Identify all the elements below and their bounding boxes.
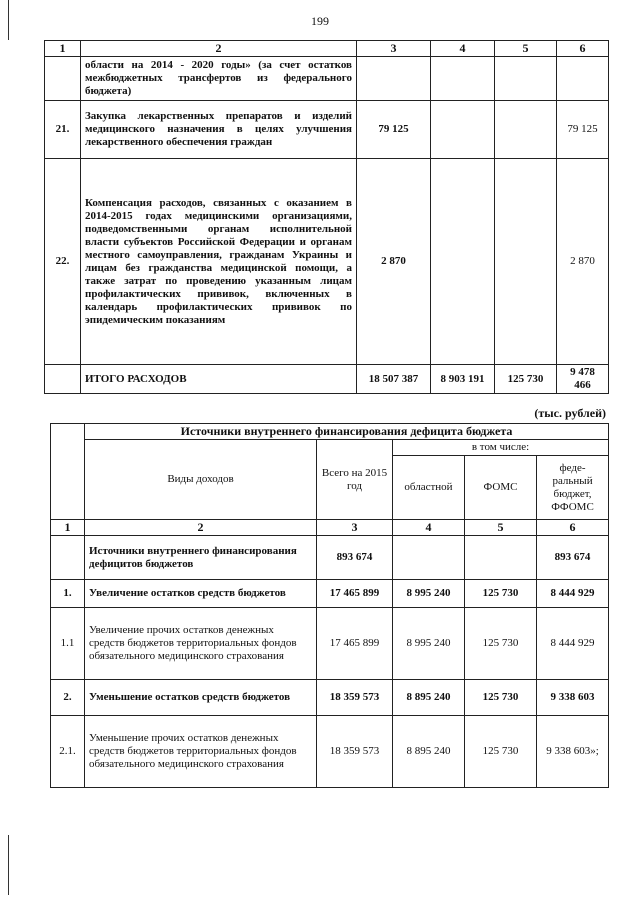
- cell-total: 2 870: [357, 159, 431, 365]
- total-all: 18 507 387: [357, 365, 431, 394]
- row-number: [45, 57, 81, 101]
- cell-total: 17 465 899: [317, 608, 393, 680]
- column-regional-header: областной: [393, 456, 465, 520]
- row-number: 2.1.: [51, 716, 85, 788]
- row-number: 1.: [51, 580, 85, 608]
- cell-foms: 125 730: [465, 580, 537, 608]
- table-row: [45, 57, 609, 101]
- cell-total: 17 465 899: [317, 580, 393, 608]
- cell-foms: [495, 57, 557, 101]
- column-kinds-header: Виды доходов: [85, 440, 317, 520]
- total-label: ИТОГО РАСХОДОВ: [81, 365, 357, 394]
- table-header-row: [45, 41, 609, 57]
- header-cell: 5: [495, 41, 557, 57]
- cell-foms: 125 730: [465, 680, 537, 716]
- cell-total: 893 674: [317, 536, 393, 580]
- header-cell: 1: [45, 41, 81, 57]
- financing-sources-table: [50, 423, 609, 788]
- column-total-header: Всего на 2015 год: [317, 440, 393, 520]
- row-description: Компенсация расходов, связанных с оказанием в 2014-2015 годах медицинскими организациями, подведомственными органам исполнительной власти субъектов Российской Федерации и органам местного самоуправления, гражданам Украины и лицам без гражданства медицинской помощи, а также затрат по проведению указанным лицам профилактических прививок, включенных в календарь профилактических прививок по эпидемическим показаниям: [81, 159, 357, 365]
- row-number: 1.1: [51, 608, 85, 680]
- cell-federal: 9 338 603: [537, 680, 609, 716]
- row-description: Закупка лекарственных препаратов и изделий медицинского назначения в целях улучшения лекарственного обеспечения граждан: [81, 101, 357, 159]
- header-cell: 3: [357, 41, 431, 57]
- column-number: 1: [51, 520, 85, 536]
- including-header: в том числе:: [393, 440, 609, 456]
- cell-regional: 8 995 240: [393, 580, 465, 608]
- cell-regional: 8 895 240: [393, 716, 465, 788]
- cell-total: 18 359 573: [317, 680, 393, 716]
- table-row: [51, 580, 609, 608]
- row-description: Источники внутреннего финансирования дефицитов бюджетов: [85, 536, 317, 580]
- table-row: [45, 159, 609, 365]
- header-row: [51, 440, 609, 456]
- table-row: [45, 101, 609, 159]
- column-federal-header: феде-ральный бюджет, ФФОМС: [537, 456, 609, 520]
- column-number: 6: [537, 520, 609, 536]
- cell-regional: [431, 57, 495, 101]
- total-row: [45, 365, 609, 394]
- row-description: Увеличение прочих остатков денежных средств бюджетов территориальных фондов обязательного медицинского страхования: [85, 608, 317, 680]
- corner-cell: [51, 424, 85, 520]
- header-cell: 4: [431, 41, 495, 57]
- column-number-row: [51, 520, 609, 536]
- cell-federal: [557, 57, 609, 101]
- row-number: 21.: [45, 101, 81, 159]
- total-federal: 9 478 466: [557, 365, 609, 394]
- units-label: (тыс. рублей): [534, 406, 606, 420]
- scan-edge-line: [8, 0, 9, 40]
- column-number: 5: [465, 520, 537, 536]
- cell-total: 18 359 573: [317, 716, 393, 788]
- table-row: [51, 680, 609, 716]
- scan-edge-line: [8, 835, 9, 895]
- column-number: 3: [317, 520, 393, 536]
- expenses-table: [44, 40, 609, 394]
- total-regional: 8 903 191: [431, 365, 495, 394]
- cell-foms: [465, 536, 537, 580]
- cell-total: 79 125: [357, 101, 431, 159]
- cell-regional: [393, 536, 465, 580]
- header-cell: 2: [81, 41, 357, 57]
- total-foms: 125 730: [495, 365, 557, 394]
- table-row: [51, 536, 609, 580]
- total-blank: [45, 365, 81, 394]
- row-description: Уменьшение остатков средств бюджетов: [85, 680, 317, 716]
- column-number: 2: [85, 520, 317, 536]
- column-foms-header: ФОМС: [465, 456, 537, 520]
- cell-regional: [431, 159, 495, 365]
- table-title: Источники внутреннего финансирования дефицита бюджета: [85, 424, 609, 440]
- row-description: области на 2014 - 2020 годы» (за счет остатков межбюджетных трансфертов из федерального бюджета): [81, 57, 357, 101]
- row-description: Уменьшение прочих остатков денежных средств бюджетов территориальных фондов обязательного медицинского страхования: [85, 716, 317, 788]
- cell-federal: 79 125: [557, 101, 609, 159]
- cell-federal: 893 674: [537, 536, 609, 580]
- cell-federal: 8 444 929: [537, 608, 609, 680]
- table-row: [51, 716, 609, 788]
- row-description: Увеличение остатков средств бюджетов: [85, 580, 317, 608]
- cell-foms: 125 730: [465, 608, 537, 680]
- cell-regional: 8 895 240: [393, 680, 465, 716]
- cell-federal: 8 444 929: [537, 580, 609, 608]
- cell-foms: [495, 159, 557, 365]
- table-title-row: [51, 424, 609, 440]
- cell-total: [357, 57, 431, 101]
- cell-federal: 9 338 603»;: [537, 716, 609, 788]
- row-number: [51, 536, 85, 580]
- cell-foms: [495, 101, 557, 159]
- cell-regional: 8 995 240: [393, 608, 465, 680]
- cell-federal: 2 870: [557, 159, 609, 365]
- row-number: 2.: [51, 680, 85, 716]
- header-cell: 6: [557, 41, 609, 57]
- column-number: 4: [393, 520, 465, 536]
- page-number: 199: [311, 14, 329, 28]
- cell-regional: [431, 101, 495, 159]
- table-row: [51, 608, 609, 680]
- cell-foms: 125 730: [465, 716, 537, 788]
- row-number: 22.: [45, 159, 81, 365]
